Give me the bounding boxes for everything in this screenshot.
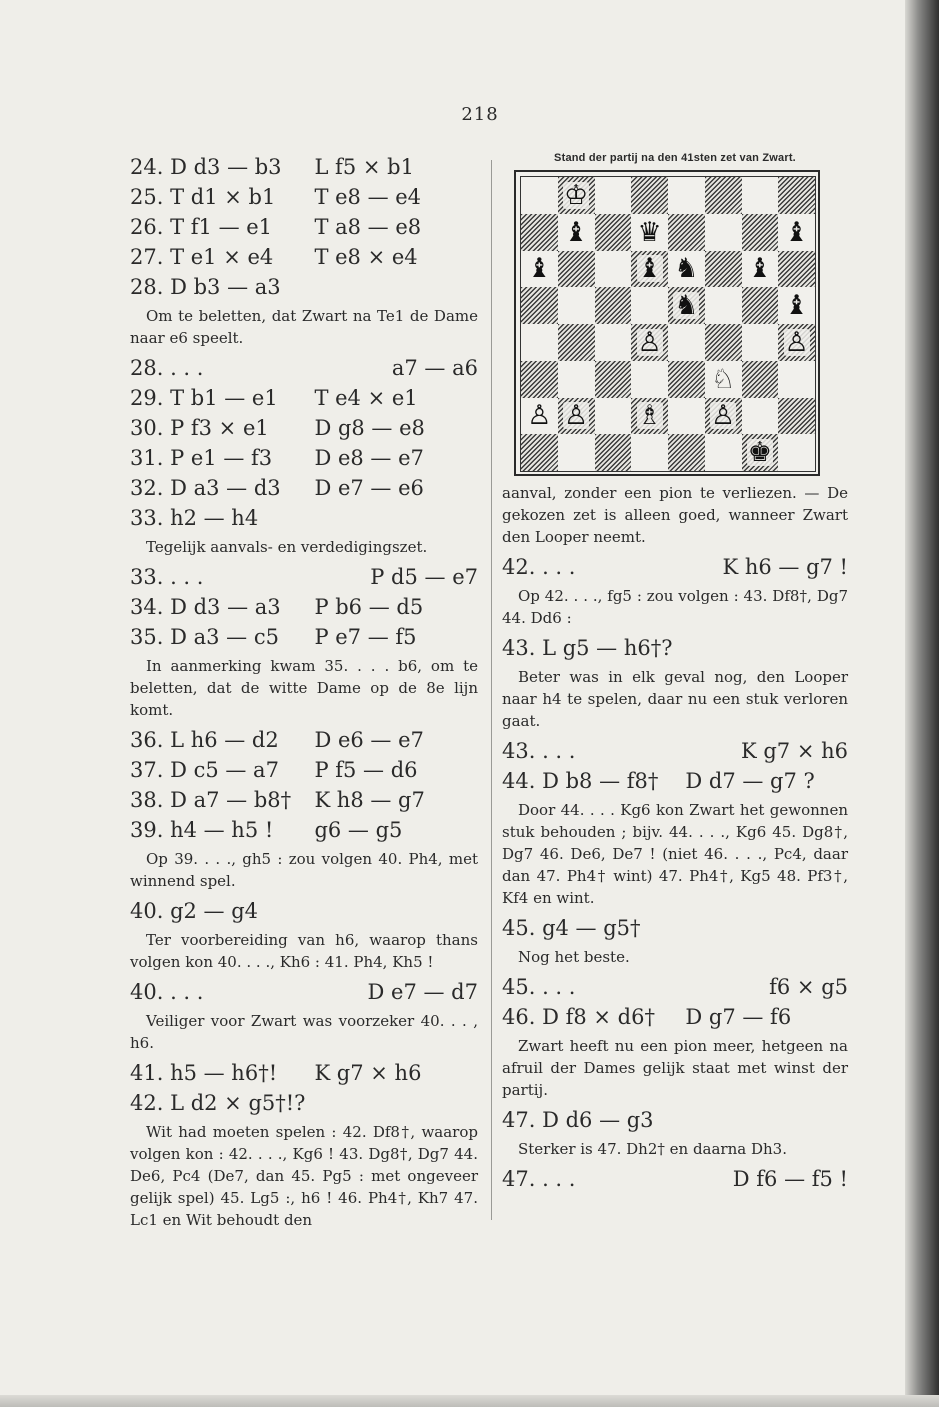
white-move: 33. h2 — h4 [130, 506, 259, 530]
annotation-note: Door 44. . . . Kg6 kon Zwart het gewonnen stuk behouden ; bijv. 44. . . ., Kg6 45. Dg8†, Dg7 46. De6, De7 ! (niet 46. . . ., Pc4, daar dan 47. Ph4† wint) 47. Ph4†, Kg5 48. Pf3†, Kf4 en wint. [502, 801, 848, 907]
board-square [668, 251, 705, 288]
move-line [130, 977, 478, 1007]
move-line [130, 242, 478, 272]
chess-piece-icon: ♙ [711, 400, 736, 432]
black-move: P f5 — d6 [314, 758, 418, 782]
chess-piece-icon: ♝ [527, 253, 552, 285]
board-square [705, 251, 742, 288]
right-column [502, 152, 848, 1194]
black-move: D e6 — e7 [314, 728, 424, 752]
right-column-text [502, 482, 848, 1194]
move-line [130, 473, 478, 503]
move-line [130, 725, 478, 755]
move-line [130, 562, 478, 592]
white-move: 43. . . . [502, 739, 576, 763]
board-square [778, 287, 815, 324]
board-square [668, 398, 705, 435]
move-line [502, 913, 848, 943]
white-move: 47. . . . [502, 1167, 576, 1191]
board-square [742, 324, 779, 361]
move-line [130, 1058, 478, 1088]
move-line [130, 212, 478, 242]
chess-piece-icon: ♝ [784, 216, 809, 248]
move-line [130, 622, 478, 652]
board-square [778, 434, 815, 471]
move-line [502, 972, 848, 1002]
book-spine-shadow [905, 0, 939, 1407]
white-move: 40. g2 — g4 [130, 899, 259, 923]
left-column [130, 152, 478, 1235]
move-line [502, 1164, 848, 1194]
board-square [595, 324, 632, 361]
black-move: P b6 — d5 [314, 595, 424, 619]
chess-piece-icon: ♔ [564, 179, 589, 211]
chess-piece-icon: ♞ [674, 290, 699, 322]
page-bottom-edge [0, 1395, 939, 1407]
move-line [502, 552, 848, 582]
column-divider [491, 160, 492, 1220]
move-line [130, 755, 478, 785]
board-square [558, 398, 595, 435]
board-square [778, 214, 815, 251]
black-move: T e4 × e1 [314, 386, 418, 410]
black-move: f6 × g5 [769, 975, 848, 999]
board-square [705, 434, 742, 471]
move-line [130, 413, 478, 443]
diagram-caption: Stand der partij na den 41sten zet van Zwart. [554, 152, 796, 164]
white-move: 44. D b8 — f8† [502, 769, 659, 793]
board-square [595, 287, 632, 324]
board-square [595, 361, 632, 398]
board-square [742, 177, 779, 214]
board-square [705, 287, 742, 324]
move-line [130, 272, 478, 302]
black-move: D g7 — f6 [685, 1005, 792, 1029]
board-square [668, 287, 705, 324]
black-move: D g8 — e8 [314, 416, 425, 440]
annotation-note: Tegelijk aanvals- en verdedigingszet. [146, 538, 428, 556]
annotation-note: Beter was in elk geval nog, den Looper naar h4 te spelen, daar nu een stuk verloren gaat. [502, 668, 848, 730]
chess-piece-icon: ♝ [784, 290, 809, 322]
black-move: K h8 — g7 [314, 788, 425, 812]
white-move: 24. D d3 — b3 [130, 155, 282, 179]
board-square [521, 214, 558, 251]
board-square [631, 398, 668, 435]
white-move: 25. T d1 × b1 [130, 185, 276, 209]
white-move: 42. . . . [502, 555, 576, 579]
chess-board [520, 176, 816, 472]
board-square [521, 287, 558, 324]
white-move: 45. g4 — g5† [502, 916, 641, 940]
board-square [595, 251, 632, 288]
board-square [631, 214, 668, 251]
white-move: 36. L h6 — d2 [130, 728, 279, 752]
board-square [778, 177, 815, 214]
chess-piece-icon: ♚ [747, 437, 772, 469]
annotation-note: Wit had moeten spelen : 42. Df8†, waarop volgen kon : 42. . . ., Kg6 ! 43. Dg8†, Dg7 44. De6, Pc4 (De7, dan 45. Pg5 : met ongeveer gelijk spel) 45. Lg5 :, h6 ! 46. Ph4†, Kh7 47. Lc1 en Wit behoudt den [130, 1123, 478, 1229]
white-move: 32. D a3 — d3 [130, 476, 281, 500]
board-square [558, 251, 595, 288]
white-move: 43. L g5 — h6†? [502, 636, 673, 660]
board-square [668, 324, 705, 361]
black-move: g6 — g5 [314, 818, 403, 842]
white-move: 26. T f1 — e1 [130, 215, 273, 239]
move-line [130, 383, 478, 413]
board-square [558, 287, 595, 324]
chess-piece-icon: ♝ [564, 216, 589, 248]
move-line [502, 633, 848, 663]
chess-piece-icon: ♘ [711, 363, 736, 395]
move-line [502, 1105, 848, 1135]
white-move: 41. h5 — h6†! [130, 1061, 278, 1085]
black-move: T a8 — e8 [314, 215, 422, 239]
annotation-note: Op 39. . . ., gh5 : zou volgen 40. Ph4, met winnend spel. [130, 850, 478, 890]
board-square [631, 434, 668, 471]
black-move: L f5 × b1 [314, 155, 414, 179]
chess-piece-icon: ♝ [637, 253, 662, 285]
chess-diagram [514, 170, 820, 476]
annotation-note: Om te beletten, dat Zwart na Te1 de Dame naar e6 speelt. [130, 307, 478, 347]
move-line [130, 785, 478, 815]
white-move: 47. D d6 — g3 [502, 1108, 654, 1132]
white-move: 35. D a3 — c5 [130, 625, 279, 649]
black-move: K g7 × h6 [741, 739, 848, 763]
black-move: a7 — a6 [391, 356, 478, 380]
white-move: 45. . . . [502, 975, 576, 999]
chess-piece-icon: ♝ [747, 253, 772, 285]
chess-piece-icon: ♞ [674, 253, 699, 285]
black-move: D f6 — f5 ! [732, 1167, 848, 1191]
black-move: T e8 — e4 [314, 185, 422, 209]
chess-piece-icon: ♙ [527, 400, 552, 432]
board-square [631, 287, 668, 324]
page-number: 218 [461, 104, 499, 125]
board-square [595, 177, 632, 214]
chess-piece-icon: ♙ [637, 326, 662, 358]
white-move: 31. P e1 — f3 [130, 446, 273, 470]
board-square [631, 251, 668, 288]
move-line [502, 1002, 848, 1032]
move-line [130, 152, 478, 182]
move-line [502, 736, 848, 766]
white-move: 28. . . . [130, 356, 204, 380]
white-move: 28. D b3 — a3 [130, 275, 281, 299]
board-square [668, 214, 705, 251]
white-move: 42. L d2 × g5†!? [130, 1091, 306, 1115]
chess-piece-icon: ♙ [564, 400, 589, 432]
annotation-note: In aanmerking kwam 35. . . . b6, om te beletten, dat de witte Dame op de 8e lijn komt. [130, 657, 478, 719]
board-square [631, 361, 668, 398]
black-move: D d7 — g7 ? [685, 769, 815, 793]
white-move: 37. D c5 — a7 [130, 758, 279, 782]
board-square [778, 361, 815, 398]
annotation-note: Nog het beste. [518, 948, 630, 966]
board-square [521, 434, 558, 471]
board-square [705, 324, 742, 361]
board-square [558, 324, 595, 361]
black-move: P d5 — e7 [370, 565, 478, 589]
white-move: 38. D a7 — b8† [130, 788, 292, 812]
board-square [742, 398, 779, 435]
board-square [595, 398, 632, 435]
board-square [595, 434, 632, 471]
board-square [778, 398, 815, 435]
board-square [595, 214, 632, 251]
black-move: K h6 — g7 ! [722, 555, 848, 579]
board-square [742, 287, 779, 324]
board-square [705, 398, 742, 435]
white-move: 39. h4 — h5 ! [130, 818, 274, 842]
board-square [521, 398, 558, 435]
annotation-note: Zwart heeft nu een pion meer, hetgeen na afruil der Dames gelijk staat met winst der partij. [502, 1037, 848, 1099]
black-move: D e7 — e6 [314, 476, 424, 500]
annotation-note: Veiliger voor Zwart was voorzeker 40. . . , h6. [130, 1012, 478, 1052]
move-line [130, 443, 478, 473]
black-move: K g7 × h6 [314, 1061, 422, 1085]
chess-piece-icon: ♛ [637, 216, 662, 248]
move-line [130, 182, 478, 212]
annotation-note: Op 42. . . ., fg5 : zou volgen : 43. Df8†, Dg7 44. Dd6 : [502, 587, 848, 627]
white-move: 46. D f8 × d6† [502, 1005, 655, 1029]
move-line [130, 353, 478, 383]
board-square [558, 434, 595, 471]
chess-piece-icon: ♗ [637, 400, 662, 432]
board-square [521, 361, 558, 398]
move-line [502, 766, 848, 796]
board-square [742, 214, 779, 251]
black-move: D e8 — e7 [314, 446, 424, 470]
board-square [668, 361, 705, 398]
white-move: 30. P f3 × e1 [130, 416, 269, 440]
move-line [130, 896, 478, 926]
board-square [558, 214, 595, 251]
annotation-note: Sterker is 47. Dh2† en daarna Dh3. [518, 1140, 787, 1158]
board-square [631, 177, 668, 214]
board-square [521, 177, 558, 214]
board-square [742, 434, 779, 471]
board-square [705, 214, 742, 251]
board-square [742, 251, 779, 288]
board-square [558, 361, 595, 398]
white-move: 34. D d3 — a3 [130, 595, 281, 619]
board-square [521, 251, 558, 288]
black-move: T e8 × e4 [314, 245, 418, 269]
move-line [130, 592, 478, 622]
board-square [742, 361, 779, 398]
white-move: 27. T e1 × e4 [130, 245, 274, 269]
board-square [778, 324, 815, 361]
move-line [130, 815, 478, 845]
board-square [521, 324, 558, 361]
chess-piece-icon: ♙ [784, 326, 809, 358]
move-line [130, 1088, 478, 1118]
board-square [705, 361, 742, 398]
annotation-note: Ter voorbereiding van h6, waarop thans volgen kon 40. . . ., Kh6 : 41. Ph4, Kh5 ! [130, 931, 478, 971]
white-move: 40. . . . [130, 980, 204, 1004]
black-move: D e7 — d7 [367, 980, 478, 1004]
black-move: P e7 — f5 [314, 625, 417, 649]
board-square [558, 177, 595, 214]
board-square [705, 177, 742, 214]
white-move: 29. T b1 — e1 [130, 386, 278, 410]
board-square [668, 177, 705, 214]
white-move: 33. . . . [130, 565, 204, 589]
annotation-note: aanval, zonder een pion te verliezen. — De gekozen zet is alleen goed, wanneer Zwart den Looper neemt. [502, 484, 848, 546]
board-square [778, 251, 815, 288]
board-square [631, 324, 668, 361]
board-square [668, 434, 705, 471]
move-line [130, 503, 478, 533]
